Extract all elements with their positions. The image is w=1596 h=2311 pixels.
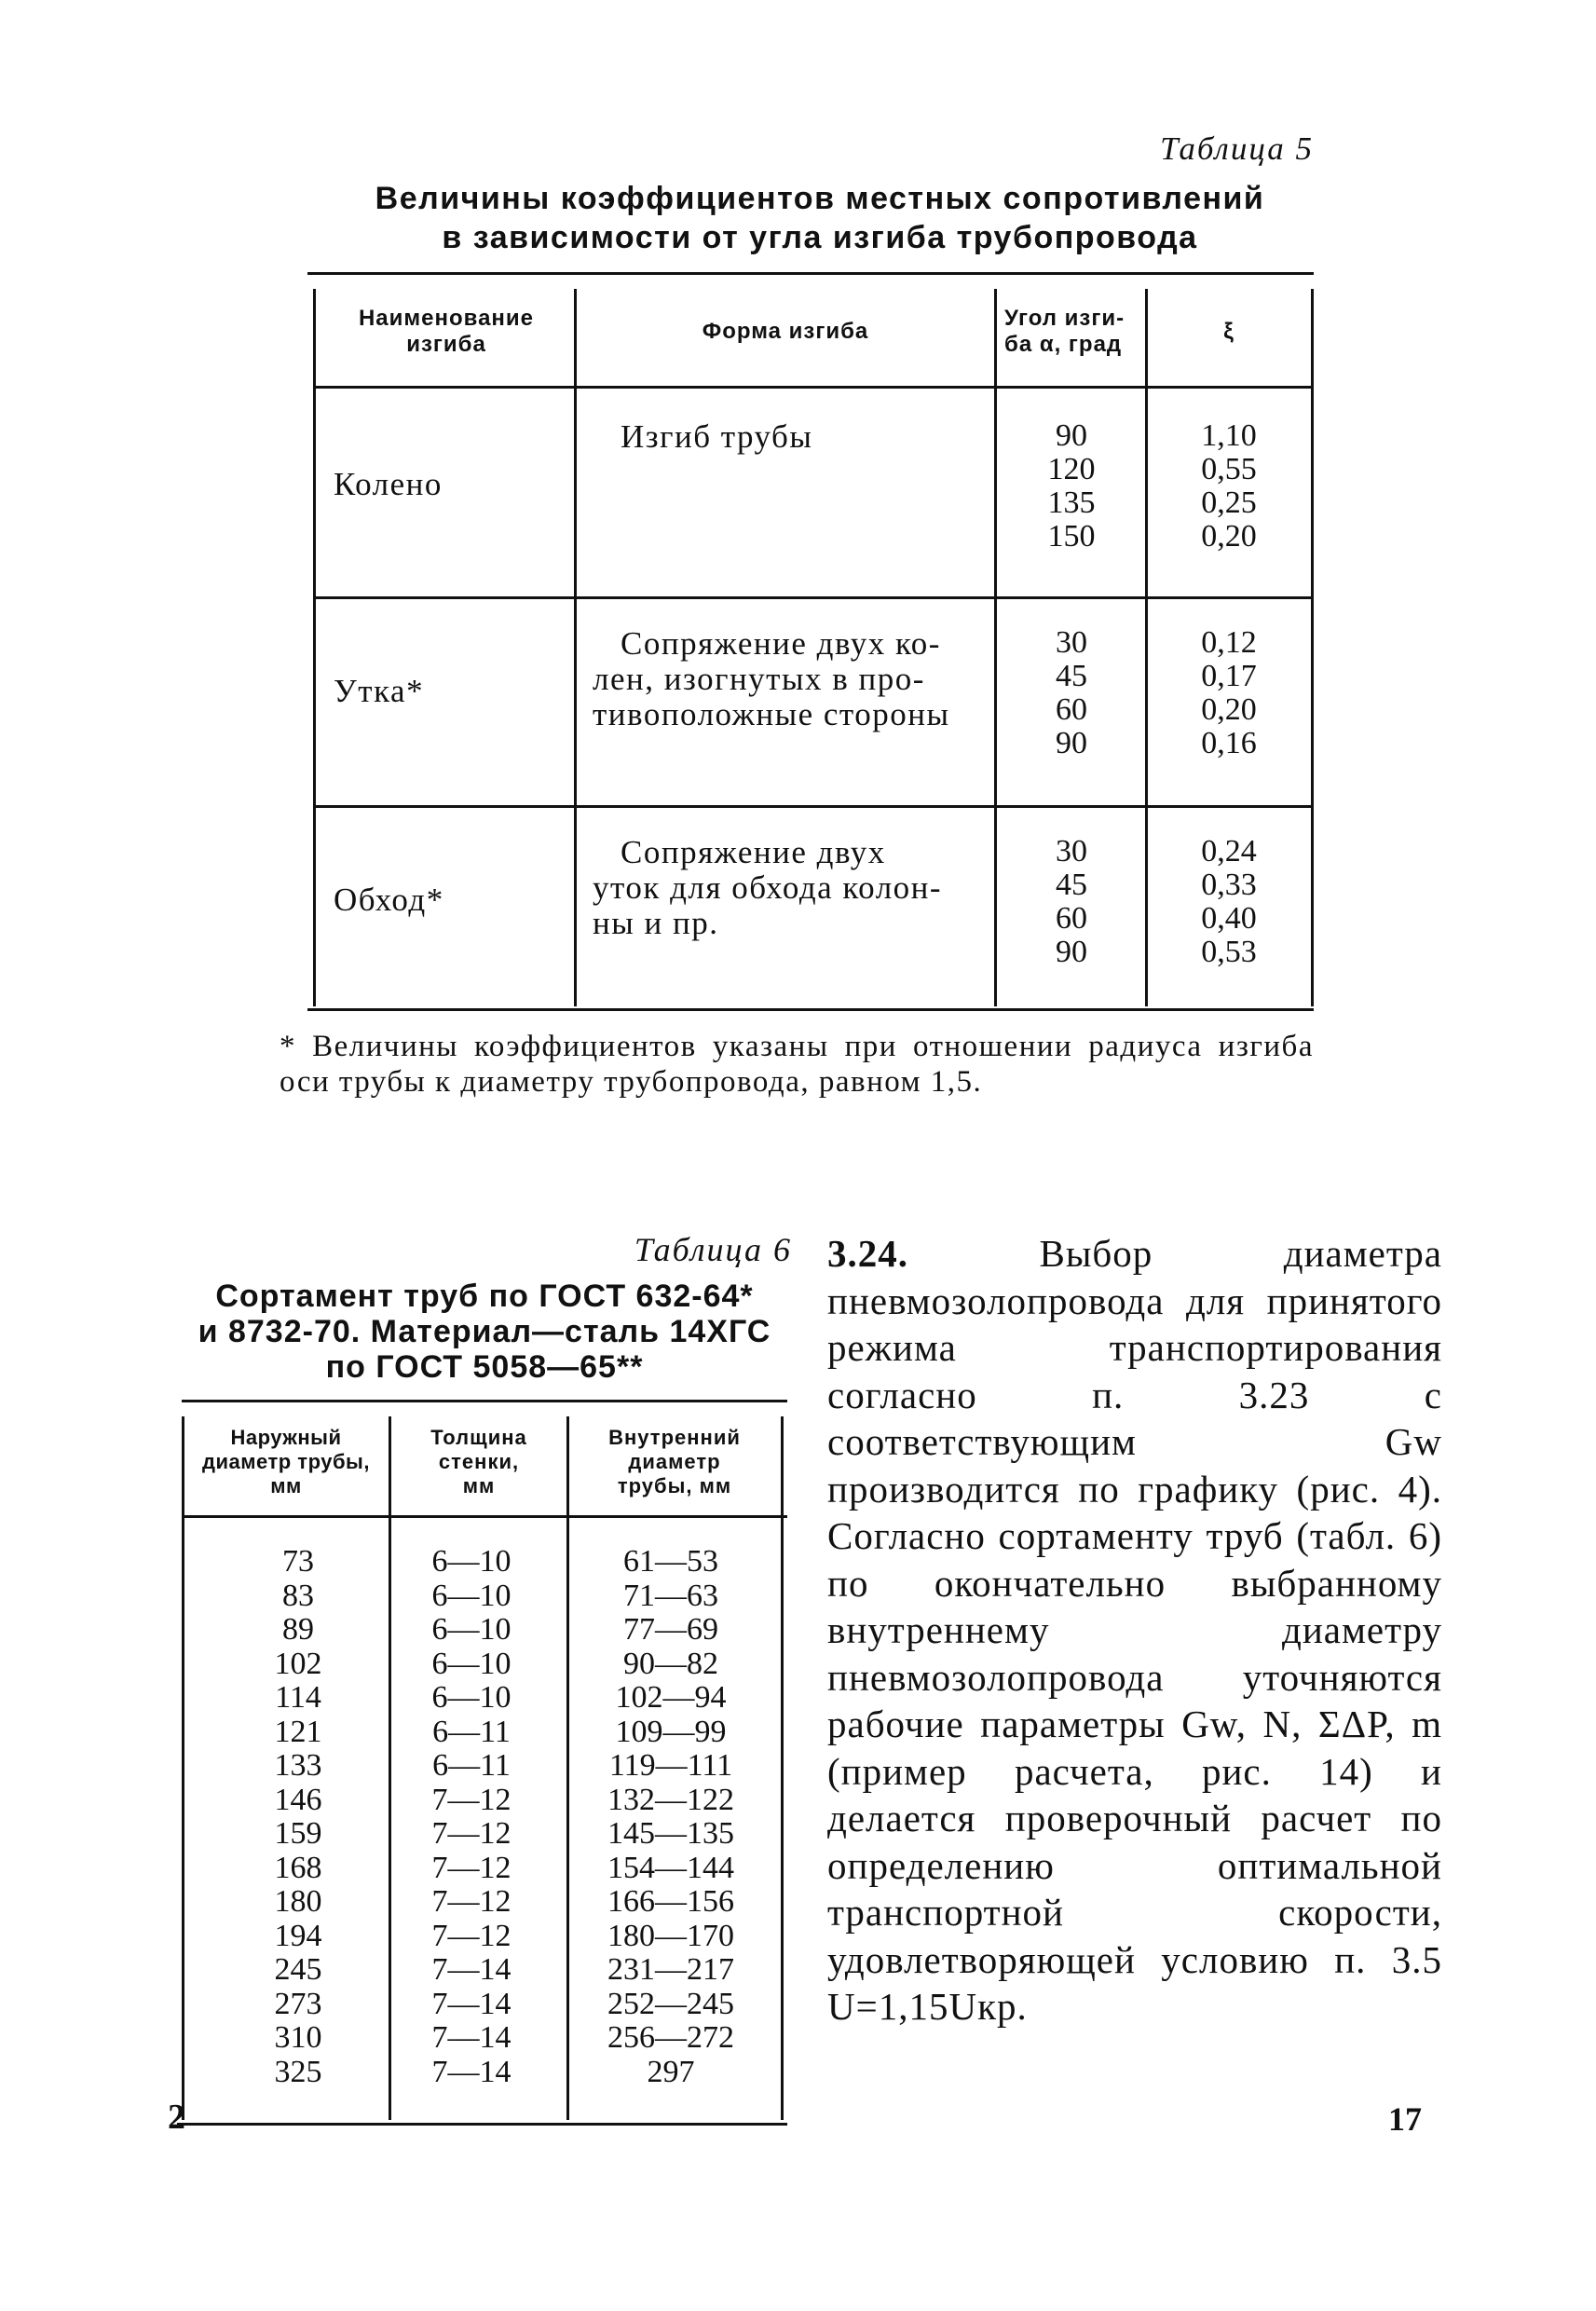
table6-cell-outer: 133 [274, 1748, 322, 1783]
table6-title [177, 1279, 792, 1385]
table5-title-line2: в зависимости от угла изгиба трубопровода [442, 220, 1198, 255]
table5-row2-form-line: тивоположные стороны [593, 696, 950, 732]
table6-cell-outer: 310 [274, 2020, 322, 2055]
table6-column-inner [587, 1545, 755, 2089]
table5-vline-right [1311, 289, 1314, 1006]
table6-header-inner-line3: трубы, мм [617, 1474, 732, 1497]
table5-header-name [321, 306, 572, 358]
table6-header-wall-line3: мм [462, 1474, 496, 1497]
table6-cell-inner: 102—94 [615, 1680, 727, 1715]
table6-cell-outer: 83 [282, 1578, 314, 1613]
table5-row2-form [593, 626, 989, 732]
table5-row1-angle: 90 [1056, 418, 1087, 453]
table5-row2-angles [999, 626, 1144, 760]
table5-row3-xi-value: 0,24 [1201, 834, 1257, 868]
table5-row3-xi [1149, 835, 1309, 969]
table5-row2-xi [1149, 626, 1309, 760]
table5-row1-xi-value: 0,25 [1201, 485, 1257, 520]
table5-row1-xi [1149, 419, 1309, 554]
table6-header-outer-line1: Наружный [230, 1426, 342, 1449]
table6-column-wall [402, 1545, 541, 2089]
table6-header-inner [570, 1426, 779, 1498]
table5-vline-3 [1145, 289, 1148, 1006]
table5-row2-xi-value: 0,16 [1201, 726, 1257, 760]
table6-cell-inner: 231—217 [607, 1952, 734, 1987]
table6-vline-left [182, 1416, 184, 2120]
table6-cell-wall: 6—11 [432, 1748, 511, 1783]
table5-row3-xi-value: 0,53 [1201, 935, 1257, 969]
table5-row1-angle: 150 [1047, 519, 1096, 554]
table6-cell-outer: 73 [282, 1544, 314, 1579]
table6-cell-wall: 7—12 [431, 1918, 512, 1953]
table6-cell-inner: 61—53 [623, 1544, 718, 1579]
page-number-left: 2 [168, 2098, 185, 2137]
table6-cell-wall: 6—10 [431, 1612, 512, 1647]
table5-row1-name: Колено [334, 466, 443, 502]
table5-header-angle-line2: ба α, град [1004, 332, 1123, 357]
table5-header-name-line1: Наименование [358, 306, 535, 331]
table5-row2-angle: 90 [1056, 726, 1087, 760]
table6-title-line2: и 8732-70. Материал—сталь 14ХГС [198, 1314, 771, 1349]
table6-cell-wall: 6—11 [432, 1714, 511, 1749]
table5-row1-form [621, 419, 812, 455]
table6-cell-inner: 154—144 [607, 1850, 734, 1885]
table6-header-outer-line3: мм [270, 1474, 302, 1497]
table5-row3-angle: 45 [1056, 868, 1087, 902]
table6-cell-outer: 245 [274, 1952, 322, 1987]
table6-cell-inner: 166—156 [607, 1884, 734, 1919]
table6-cell-inner: 180—170 [607, 1918, 734, 1953]
section-3-24-paragraph [827, 1230, 1442, 2031]
table6-cell-wall: 7—14 [431, 1952, 512, 1987]
table6-cell-outer: 325 [274, 2054, 322, 2089]
table5-row3-form [593, 835, 989, 941]
table5-header-rule [313, 386, 1314, 389]
table6-cell-outer: 168 [274, 1850, 322, 1885]
table6-cell-wall: 7—12 [431, 1884, 512, 1919]
table6-cell-wall: 7—12 [431, 1782, 512, 1817]
table6-cell-wall: 7—12 [431, 1850, 512, 1885]
section-body: Выбор диаметра пневмозолопровода для принятого режима транспортирования согласно п. 3.23 с соответствующим Gw производится по графику (рис. 4). Согласно сортаменту труб (табл. 6) по окончательно выбранному внутреннему диаметру пневмозолопровода уточняются рабочие параметры Gw, N, ΣΔP, m (пример расчета, рис. 14) и делается проверочный расчет по определению оптимальной транспортной скорости, удовлетворяющей условию п. 3.5 U=1,15Uкр. [827, 1232, 1442, 2028]
table6-title-line1: Сортамент труб по ГОСТ 632-64* [215, 1279, 754, 1314]
table6-header-rule [182, 1515, 787, 1518]
table6-cell-inner: 109—99 [615, 1714, 727, 1749]
table5-row2-xi-value: 0,12 [1201, 625, 1257, 660]
table6-cell-wall: 6—10 [431, 1680, 512, 1715]
table6-label: Таблица 6 [634, 1231, 792, 1268]
table5-vline-1 [574, 289, 577, 1006]
table5-footnote: * Величины коэффициентов указаны при отношении радиуса изгиба оси трубы к диаметру трубопровода, равном 1,5. [280, 1030, 1314, 1099]
table5-row2-form-line: лен, изогнутых в про- [593, 661, 925, 697]
table6-vline-right [781, 1416, 784, 2120]
table6-top-rule [182, 1400, 787, 1402]
table6-cell-wall: 7—14 [431, 2020, 512, 2055]
table6-cell-inner: 297 [647, 2054, 695, 2089]
table5-row-rule-2 [313, 805, 1314, 808]
table5-row-rule-1 [313, 596, 1314, 599]
table6-cell-outer: 89 [282, 1612, 314, 1647]
page-number-right: 17 [1388, 2100, 1422, 2138]
table5-row1-form-line1: Изгиб трубы [621, 418, 813, 455]
table6-cell-wall: 6—10 [431, 1544, 512, 1579]
table6-cell-inner: 145—135 [607, 1816, 734, 1851]
table5-title-line1: Величины коэффициентов местных сопротивлений [375, 181, 1265, 216]
table6-cell-inner: 119—111 [608, 1748, 733, 1783]
table6-cell-wall: 6—10 [431, 1646, 512, 1681]
table6-header-wall-line1: Толщина [430, 1426, 527, 1449]
table5-header-angle [999, 306, 1150, 358]
table5-header-name-line2: изгиба [406, 332, 486, 357]
table5-bottom-rule [307, 1008, 1314, 1011]
table5-row1-angles [999, 419, 1144, 554]
table5-row1-angle: 135 [1047, 485, 1096, 520]
table5-row3-xi-value: 0,33 [1201, 868, 1257, 902]
table6-bottom-rule [177, 2123, 787, 2126]
table6-cell-outer: 180 [274, 1884, 322, 1919]
table6-header-inner-line1: Внутренний [608, 1426, 741, 1449]
table5-row3-name: Обход* [334, 882, 444, 918]
table6-header-outer-line2: диаметр трубы, [202, 1450, 370, 1473]
table6-cell-wall: 6—10 [431, 1578, 512, 1613]
table5-header-form: Форма изгиба [702, 319, 869, 344]
table5-header-angle-line1: Угол изги- [1004, 306, 1125, 331]
table5-row2-xi-value: 0,17 [1201, 659, 1257, 693]
table6-cell-outer: 114 [275, 1680, 321, 1715]
table5-row3-form-line: ны и пр. [593, 905, 719, 941]
table6-cell-outer: 273 [274, 1986, 322, 2021]
table5-grid [313, 289, 1314, 1006]
table5-row2-angle: 60 [1056, 692, 1087, 727]
table6-header-outer [185, 1426, 387, 1498]
table6-header-wall-line2: стенки, [438, 1450, 520, 1473]
table5-row3-form-line: Сопряжение двух [621, 834, 886, 870]
table5-row3-xi-value: 0,40 [1201, 901, 1257, 936]
table6-cell-wall: 7—14 [431, 1986, 512, 2021]
table6-cell-outer: 102 [274, 1646, 322, 1681]
table5-row2-angle: 30 [1056, 625, 1087, 660]
table5-row3-angle: 60 [1056, 901, 1087, 936]
table5-row1-angle: 120 [1047, 452, 1096, 486]
table6-title-line3: по ГОСТ 5058—65** [325, 1349, 644, 1385]
table6-cell-inner: 252—245 [607, 1986, 734, 2021]
table5-row3-angle: 30 [1056, 834, 1087, 868]
table6-cell-inner: 256—272 [607, 2020, 734, 2055]
table6-cell-outer: 159 [274, 1816, 322, 1851]
table6-column-outer [238, 1545, 359, 2089]
table6-header-inner-line2: диаметр [628, 1450, 721, 1473]
table6-cell-outer: 146 [274, 1782, 322, 1817]
table5-row3-form-line: уток для обхода колон- [593, 869, 943, 906]
table5-row1-xi-value: 1,10 [1201, 418, 1257, 453]
table6-cell-outer: 121 [274, 1714, 322, 1749]
table5-row2-name: Утка* [334, 673, 425, 709]
table6-grid [182, 1416, 787, 2120]
table6-cell-inner: 90—82 [623, 1646, 718, 1681]
table5-vline-left [313, 289, 316, 1006]
table5-top-rule [307, 272, 1314, 275]
table6-cell-inner: 132—122 [607, 1782, 734, 1817]
table6-cell-inner: 71—63 [623, 1578, 718, 1613]
table5-header-xi: ξ [1223, 319, 1235, 344]
table5-vline-2 [994, 289, 997, 1006]
table6-vline-1 [389, 1416, 391, 2120]
section-number: 3.24. [827, 1232, 908, 1275]
table5-title [307, 179, 1332, 257]
table6-cell-wall: 7—12 [431, 1816, 512, 1851]
table5-row1-xi-value: 0,55 [1201, 452, 1257, 486]
table5-row2-xi-value: 0,20 [1201, 692, 1257, 727]
table6-header-wall [392, 1426, 566, 1498]
table6-cell-outer: 194 [274, 1918, 322, 1953]
table5-label: Таблица 5 [1160, 130, 1314, 167]
table5-row3-angle: 90 [1056, 935, 1087, 969]
table5-row2-form-line: Сопряжение двух ко- [621, 625, 941, 662]
table6-cell-inner: 77—69 [623, 1612, 718, 1647]
table6-cell-wall: 7—14 [431, 2054, 512, 2089]
table5-row1-xi-value: 0,20 [1201, 519, 1257, 554]
table5-row3-angles [999, 835, 1144, 969]
table6-vline-2 [566, 1416, 569, 2120]
table5-row2-angle: 45 [1056, 659, 1087, 693]
